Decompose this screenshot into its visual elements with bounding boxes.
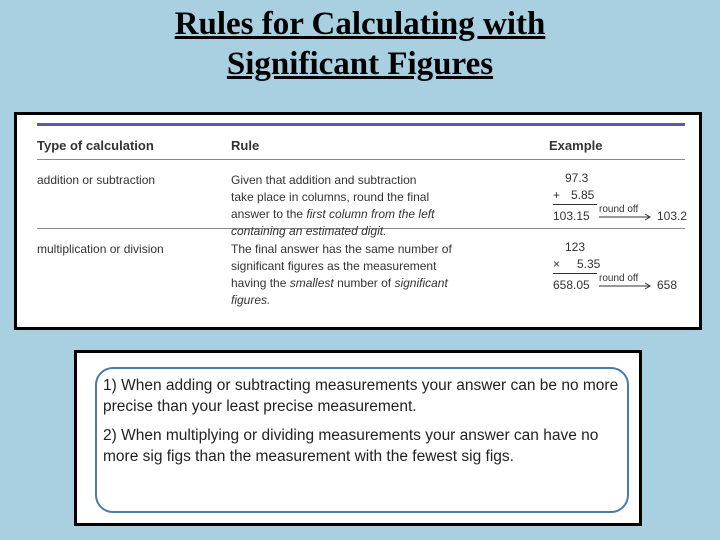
- page-title-line-2: Significant Figures: [226, 46, 494, 82]
- summary-rules-panel: [95, 367, 629, 513]
- example-operand-2: 5.85: [571, 188, 595, 202]
- table-row: [37, 160, 688, 238]
- header-example: Example: [549, 138, 603, 153]
- page-title: [0, 4, 720, 84]
- row-type: multiplication or division: [37, 242, 164, 256]
- table-body: [37, 129, 688, 309]
- row-example: [553, 170, 693, 225]
- example-operand-1: 97.3: [565, 171, 589, 185]
- arrow-right-icon: [597, 213, 655, 221]
- row-type: addition or subtraction: [37, 173, 156, 187]
- rule-emphasis: figures.: [231, 293, 271, 307]
- product-line: [553, 273, 597, 274]
- rule-text: number of: [333, 276, 395, 290]
- rule-1-text: 1) When adding or subtracting measurements your answer can be no more precise than your least precise measurement.: [103, 377, 619, 415]
- example-operator: +: [553, 188, 561, 202]
- example-final: 658: [657, 278, 678, 292]
- example-result: 658.05: [553, 278, 590, 292]
- rule-line: The final answer has the same number of: [231, 242, 452, 256]
- sig-fig-rules-table: [14, 112, 702, 330]
- example-operand-1: 123: [565, 240, 586, 254]
- rule-text: answer to the: [231, 207, 307, 221]
- round-off-label: round off: [599, 273, 639, 284]
- rule-line: Given that addition and subtraction: [231, 173, 417, 187]
- sum-line: [553, 204, 597, 205]
- rule-line: [231, 275, 501, 292]
- rule-emphasis: smallest: [289, 276, 334, 290]
- rule-emphasis: containing an estimated digit.: [231, 224, 387, 238]
- example-operator: ×: [553, 257, 561, 271]
- rule-line: [231, 292, 501, 309]
- table-row: [37, 229, 685, 309]
- arrow-right-icon: [597, 282, 655, 290]
- rule-line: [231, 206, 501, 223]
- page-title-line-1: Rules for Calculating with: [174, 6, 546, 42]
- rule-text: having the: [231, 276, 290, 290]
- summary-rules-box: [74, 350, 642, 526]
- row-rule: [231, 241, 501, 309]
- table-top-rule: [37, 123, 685, 126]
- rule-emphasis: first column from the left: [306, 207, 435, 221]
- rule-emphasis: significant: [394, 276, 448, 290]
- header-type: Type of calculation: [37, 138, 154, 153]
- round-off-label: round off: [599, 204, 639, 215]
- header-rule: Rule: [231, 138, 260, 153]
- example-result: 103.15: [553, 209, 590, 223]
- row-example: [553, 239, 693, 294]
- table-header-row: [37, 129, 685, 160]
- example-operand-2: 5.35: [577, 257, 601, 271]
- rule-line: significant figures as the measurement: [231, 259, 437, 273]
- rule-line: take place in columns, round the final: [231, 190, 430, 204]
- example-final: 103.2: [657, 209, 688, 223]
- rule-2-text: 2) When multiplying or dividing measurements your answer can have no more sig figs than the measurement with the fewest sig figs.: [103, 427, 599, 465]
